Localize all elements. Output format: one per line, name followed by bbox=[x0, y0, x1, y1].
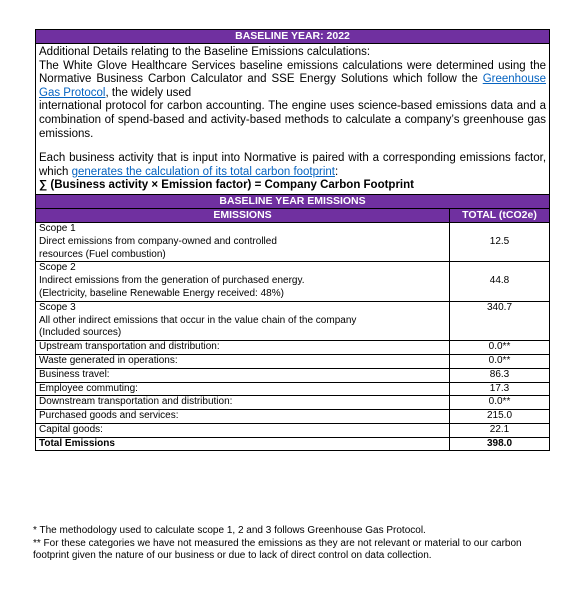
intro-details bbox=[36, 44, 550, 195]
scope1-sources: resources (Fuel combustion) bbox=[39, 248, 166, 260]
scope2-desc: Indirect emissions from the generation of purchased energy. bbox=[39, 275, 305, 287]
table-row: Business travel: 86.3 bbox=[36, 368, 550, 382]
total-label: Total Emissions bbox=[36, 437, 450, 451]
baseline-year-header: BASELINE YEAR: 2022 bbox=[36, 30, 550, 44]
footnote-2: ** For these categories we have not measured the emissions as they are not relevant or material to our carbon footprint given the nature of our business or due to lack of direct control on data collection. bbox=[33, 537, 522, 561]
baseline-table bbox=[35, 29, 550, 451]
table-row: Downstream transportation and distribution: 0.0** bbox=[36, 396, 550, 410]
column-header-total: TOTAL (tCO2e) bbox=[450, 208, 550, 222]
scope2-value: 44.8 bbox=[450, 262, 550, 301]
scope2-title: Scope 2 bbox=[39, 262, 76, 274]
table-row: Upstream transportation and distribution: 0.0** bbox=[36, 341, 550, 355]
table-row: Purchased goods and services: 215.0 bbox=[36, 410, 550, 424]
carbon-formula: ∑ (Business activity × Emission factor) = Company Carbon Footprint bbox=[39, 179, 414, 192]
scope3-title: Scope 3 bbox=[39, 301, 76, 313]
scope1-title: Scope 1 bbox=[39, 222, 76, 234]
ghg-protocol-link[interactable]: Greenhouse Gas Protocol bbox=[39, 73, 547, 99]
scope1-value: 12.5 bbox=[450, 222, 550, 261]
scope3-sources: (Included sources) bbox=[39, 327, 122, 339]
scope1-desc: Direct emissions from company-owned and controlled bbox=[39, 235, 277, 247]
intro-paragraph-1: The White Glove Healthcare Services baseline emissions calculations were determined using the Normative Business Carbon Calculator and SSE Energy Solutions which follow the Greenhouse Gas Protocol, the widely used bbox=[39, 59, 547, 99]
table-row: Capital goods: 22.1 bbox=[36, 423, 550, 437]
scope3-desc: All other indirect emissions that occur in the value chain of the company bbox=[39, 314, 357, 326]
scope3-value: 340.7 bbox=[450, 301, 550, 340]
column-header-emissions: EMISSIONS bbox=[36, 208, 450, 222]
scope2-sources: (Electricity, baseline Renewable Energy received: 48%) bbox=[39, 287, 284, 299]
baseline-emissions-document bbox=[35, 29, 549, 451]
table-row: Waste generated in operations: 0.0** bbox=[36, 354, 550, 368]
table-row: Employee commuting: 17.3 bbox=[36, 382, 550, 396]
intro-line1: Additional Details relating to the Baseline Emissions calculations: bbox=[39, 46, 371, 58]
carbon-footprint-link[interactable]: generates the calculation of its total carbon footprint bbox=[71, 165, 335, 178]
section-title: BASELINE YEAR EMISSIONS bbox=[36, 194, 550, 208]
intro-paragraph-2: international protocol for carbon accounting. The engine uses science-based emissions data and a combination of spend-based and activity-based methods to calculate a company’s greenhouse gas emissions. bbox=[39, 100, 547, 140]
table-row-scope2 bbox=[36, 262, 550, 301]
table-row-scope1 bbox=[36, 222, 550, 261]
footnotes bbox=[33, 525, 553, 563]
intro-paragraph-3: Each business activity that is input into Normative is paired with a corresponding emissions factor, which generates the calculation of its total carbon footprint: bbox=[39, 152, 547, 178]
table-row-total bbox=[36, 437, 550, 451]
total-value: 398.0 bbox=[450, 437, 550, 451]
table-row-scope3 bbox=[36, 301, 550, 340]
footnote-1: * The methodology used to calculate scope 1, 2 and 3 follows Greenhouse Gas Protocol. bbox=[33, 525, 426, 536]
